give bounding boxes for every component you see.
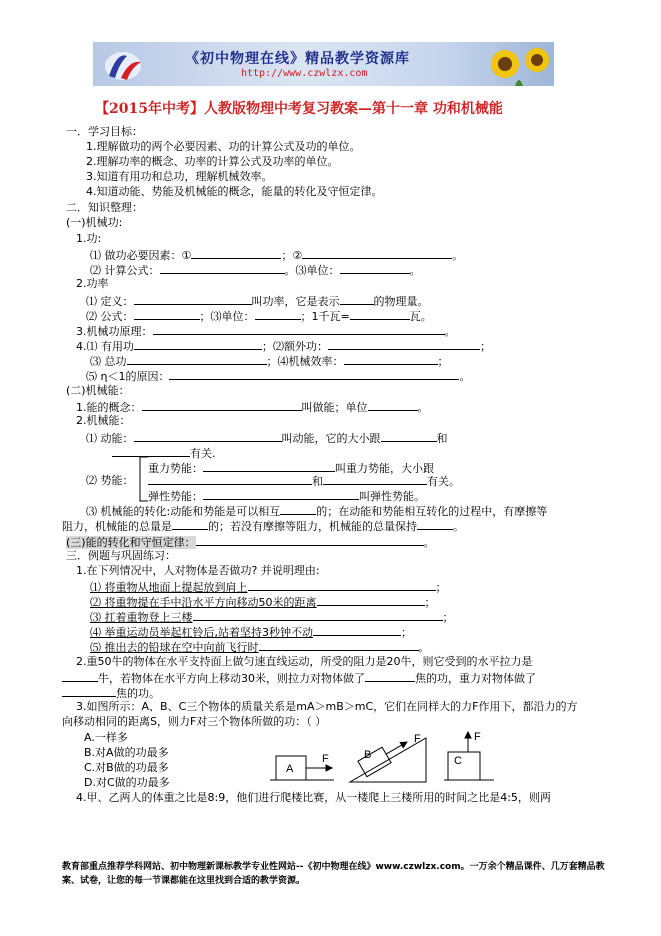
goal-3: 3.知道有用功和总功，理解机械效率。: [86, 170, 273, 183]
question-line: ⑶ 总功 ；⑷机械效率： ；: [90, 355, 449, 368]
question-line: 1.能的概念： 叫做能；单位 。: [76, 401, 429, 414]
subsection-heading: (一)机械功:: [66, 216, 123, 229]
sunflower-icon: [485, 42, 554, 86]
label-f: F: [414, 733, 421, 745]
force-figure: [268, 728, 498, 786]
label-b: B: [364, 749, 372, 761]
section-heading: 一．学习目标：: [66, 125, 143, 138]
section-heading: 二．知识整理：: [66, 201, 143, 214]
question-line: ⑴ 做功必要因素：① ；② 。: [90, 249, 464, 262]
question-line: 牛，若物体在水平方向上移动30米，则拉力对物体做了 焦的功，重力对物体做了: [62, 670, 536, 686]
question-line: ⑴ 将重物从地面上提起放到肩上 ；: [90, 581, 447, 594]
question-stem: 3.如图所示：A、B、C三个物体的质量关系是mA＞mB＞mC，它们在同样大的力F作用下，都沿力的方: [76, 700, 578, 713]
label-a: A: [286, 763, 294, 775]
question-line: 阻力，机械能的总量是 的；若没有摩擦等阻力，机械能的总量保持 。: [62, 520, 464, 533]
section-heading: 三．例题与巩固练习：: [66, 549, 176, 562]
document-title: 【2015年中考】人教版物理中考复习教案—第十一章 功和机械能: [95, 101, 503, 117]
question-line: 3.机械功原理： 。: [76, 325, 456, 338]
question-line: ⑸ η＜1的原因： 。: [86, 370, 471, 383]
question-line: ⑵ 计算公式： 。⑶单位： 。: [90, 264, 421, 277]
goal-2: 2.理解功率的概念、功率的计算公式及功率的单位。: [86, 155, 339, 168]
question-stem: 2.重50牛的物体在水平支持面上做匀速直线运动，所受的阻力是20牛，则它受到的水平拉力是: [76, 655, 533, 668]
option-d: D.对C做的功最多: [84, 776, 170, 789]
question-line: ⑵ 公式： ；⑶单位： ；1千瓦= 瓦。: [86, 310, 432, 323]
question-line: 有关.: [112, 445, 216, 461]
question-line: 弹性势能： 叫弹性势能。: [148, 490, 425, 503]
question-line: ⑴ 动能： 叫动能，它的大小跟 和: [86, 432, 448, 445]
question-stem: 1.在下列情况中，人对物体是否做功? 并说明理由:: [76, 564, 320, 577]
option-b: B.对A做的功最多: [84, 746, 169, 759]
logo-icon: [103, 46, 147, 84]
item-heading: 1.功:: [76, 232, 102, 245]
question-line: ⑶ 机械能的转化:动能和势能是可以相互 的；在动能和势能相互转化的过程中，有摩擦等: [86, 505, 548, 518]
question-line: (三)能的转化和守恒定律： 。: [66, 536, 435, 549]
question-line: 焦的功。: [62, 685, 160, 701]
option-c: C.对B做的功最多: [84, 761, 169, 774]
banner-url[interactable]: http://www.czwlzx.com: [241, 68, 368, 79]
question-line: 重力势能： 叫重力势能，大小跟: [148, 462, 434, 475]
label-c: C: [454, 755, 462, 767]
page-footer: 教育部重点推荐学科网站、初中物理新课标教学专业性网站--《初中物理在线》www.czwlzx.com。一万余个精品课件、几万套精品教案、试卷，让您的每一节课都能在这里找到合适的教学资源。: [62, 862, 605, 886]
goal-1: 1.理解做功的两个必要因素、功的计算公式及功的单位。: [86, 140, 361, 153]
question-stem: 4.甲、乙两人的体重之比是8:9，他们进行爬楼比赛，从一楼爬上三楼所用的时间之比是4:5，则两: [76, 791, 551, 804]
label-f: F: [474, 731, 481, 743]
question-label: ⑵ 势能：: [86, 474, 134, 487]
subsection-heading: (二)机械能：: [66, 384, 130, 397]
item-heading: 2.功率: [76, 277, 109, 290]
question-line: ⑴ 定义： 叫功率，它是表示 的物理量。: [86, 295, 429, 308]
question-line: ⑶ 扛着重物登上三楼 ；: [90, 611, 454, 624]
goal-4: 4.知道动能、势能及机械能的概念，能量的转化及守恒定律。: [86, 185, 383, 198]
header-banner: [93, 42, 554, 86]
label-f: F: [322, 753, 329, 765]
question-line: ⑷ 举重运动员举起杠铃后,站着坚持3秒钟不动 ；: [90, 626, 412, 639]
question-line: 4.⑴ 有用功 ；⑵额外功： ；: [76, 340, 491, 353]
question-stem: 向移动相同的距离S，则力F对三个物体所做的功：（ ）: [62, 715, 327, 728]
banner-slogan: 《初中物理在线》精品教学资源库: [185, 51, 410, 67]
option-a: A.一样多: [84, 731, 128, 744]
item-heading: 2.机械能：: [76, 414, 131, 427]
question-line: 和 有关。: [148, 473, 460, 489]
question-line: ⑸ 推出去的铅球在空中向前飞行时 。: [90, 641, 430, 654]
question-line: ⑵ 将重物提在手中沿水平方向移动50米的距离 ；: [90, 596, 436, 609]
